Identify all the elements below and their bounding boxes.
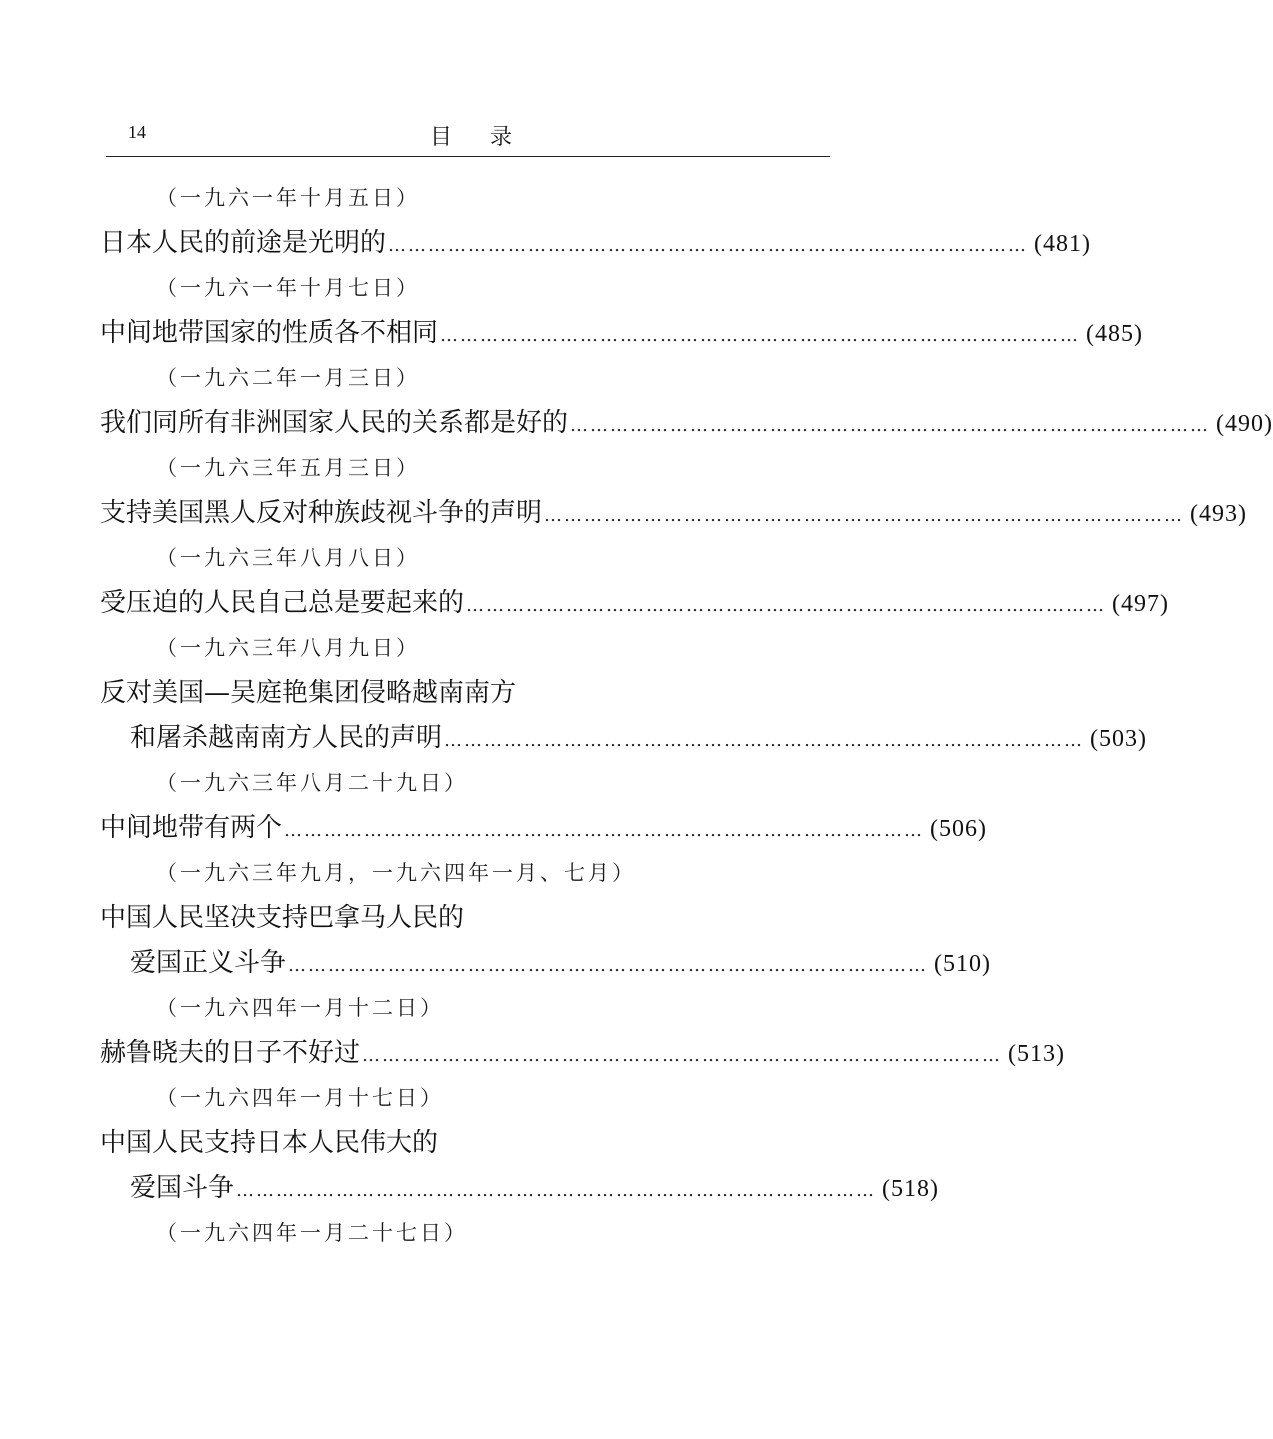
toc-entry[interactable] xyxy=(100,1031,1065,1076)
toc-leader-dots: …………………………………………………………………………………… xyxy=(284,820,925,841)
toc-entry-title: 日本人民的前途是光明的 xyxy=(100,228,387,258)
toc-entry-date: （一九六三年五月三日） xyxy=(156,456,420,480)
toc-entry[interactable] xyxy=(100,581,1169,626)
toc-page-ref: (481) xyxy=(1034,231,1091,257)
toc-entry[interactable] xyxy=(100,1166,939,1211)
toc-entry-first-line[interactable] xyxy=(100,671,830,716)
toc-entry[interactable] xyxy=(100,806,987,851)
toc-entry-title: 中间地带国家的性质各不相同 xyxy=(100,318,439,348)
toc-page-ref: (518) xyxy=(882,1176,939,1202)
toc-entry-date: （一九六二年一月三日） xyxy=(156,366,420,390)
toc-entry-title: 反对美国—吴庭艳集团侵略越南南方 xyxy=(100,678,517,708)
toc-entry-title: 中国人民坚决支持巴拿马人民的 xyxy=(100,903,465,933)
toc-entry-date: （一九六四年一月二十七日） xyxy=(156,1221,468,1245)
toc-entry-date: （一九六四年一月十七日） xyxy=(156,1086,444,1110)
page-number: 14 xyxy=(128,122,146,142)
toc-entry-date: （一九六三年九月，一九六四年一月、七月） xyxy=(156,861,636,885)
toc-entry-date: （一九六三年八月二十九日） xyxy=(156,771,468,795)
toc-page-ref: (497) xyxy=(1112,591,1169,617)
toc-leader-dots: …………………………………………………………………………………… xyxy=(544,505,1185,526)
toc-entry-title-continued: 和屠杀越南南方人民的声明 xyxy=(130,723,443,753)
toc-entry-date: （一九六三年八月八日） xyxy=(156,546,420,570)
header-rule xyxy=(106,156,830,157)
toc-entry[interactable] xyxy=(100,716,1147,761)
toc-entry-first-line[interactable] xyxy=(100,896,830,941)
toc-page-ref: (493) xyxy=(1190,501,1247,527)
toc-entry-title: 我们同所有非洲国家人民的关系都是好的 xyxy=(100,408,569,438)
toc-page-ref: (510) xyxy=(934,951,991,977)
running-head: 目录 xyxy=(430,125,551,150)
toc-leader-dots: …………………………………………………………………………………… xyxy=(444,730,1085,751)
toc-entry-first-line[interactable] xyxy=(100,1121,830,1166)
toc-entry-title-continued: 爱国斗争 xyxy=(130,1173,235,1203)
toc-entry-title: 中间地带有两个 xyxy=(100,813,283,843)
toc-leader-dots: …………………………………………………………………………………… xyxy=(466,595,1107,616)
toc-entry-date: （一九六四年一月十二日） xyxy=(156,996,444,1020)
table-of-contents xyxy=(100,176,1273,1256)
toc-page-ref: (490) xyxy=(1216,411,1273,437)
toc-leader-dots: …………………………………………………………………………………… xyxy=(570,415,1211,436)
toc-leader-dots: …………………………………………………………………………………… xyxy=(288,955,929,976)
toc-page-ref: (503) xyxy=(1090,726,1147,752)
toc-leader-dots: …………………………………………………………………………………… xyxy=(440,325,1081,346)
toc-entry[interactable] xyxy=(100,491,1247,536)
toc-entry-date: （一九六一年十月七日） xyxy=(156,276,420,300)
toc-leader-dots: …………………………………………………………………………………… xyxy=(236,1180,877,1201)
toc-page-ref: (506) xyxy=(930,816,987,842)
toc-entry[interactable] xyxy=(100,311,1143,356)
toc-entry-date: （一九六三年八月九日） xyxy=(156,636,420,660)
toc-entry-title: 中国人民支持日本人民伟大的 xyxy=(100,1128,439,1158)
toc-entry-title: 支持美国黑人反对种族歧视斗争的声明 xyxy=(100,498,543,528)
toc-leader-dots: …………………………………………………………………………………… xyxy=(362,1045,1003,1066)
toc-page-ref: (513) xyxy=(1008,1041,1065,1067)
toc-entry-title-continued: 爱国正义斗争 xyxy=(130,948,287,978)
toc-entry-title: 赫鲁晓夫的日子不好过 xyxy=(100,1038,361,1068)
toc-entry[interactable] xyxy=(100,401,1273,446)
toc-leader-dots: …………………………………………………………………………………… xyxy=(388,235,1029,256)
toc-entry-date: （一九六一年十月五日） xyxy=(156,186,420,210)
toc-page-ref: (485) xyxy=(1086,321,1143,347)
toc-entry[interactable] xyxy=(100,221,1091,266)
toc-entry-title: 受压迫的人民自己总是要起来的 xyxy=(100,588,465,618)
toc-entry[interactable] xyxy=(100,941,991,986)
